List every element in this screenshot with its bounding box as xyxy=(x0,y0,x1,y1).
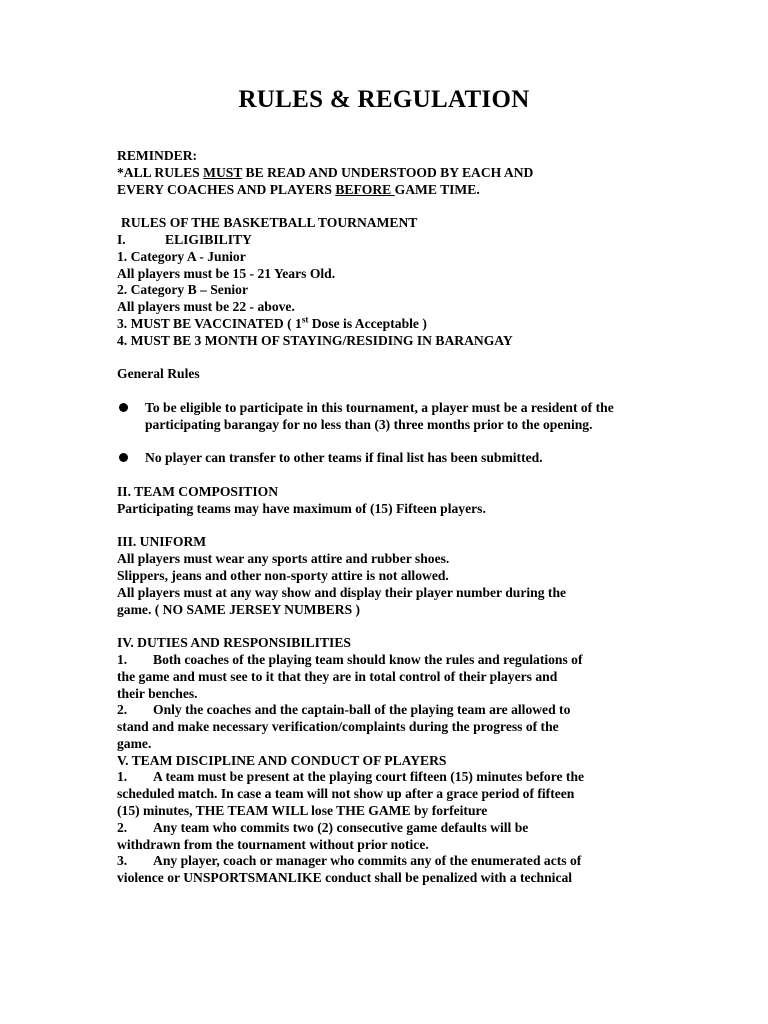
bullet-text: No player can transfer to other teams if final list has been submitted. xyxy=(145,450,543,466)
duties-item-1-line-3: their benches. xyxy=(117,685,198,701)
text-run: A team must be present at the playing court fifteen (15) minutes before the xyxy=(153,769,585,785)
duties-item-1-line-2: the game and must see to it that they are in total control of their players and xyxy=(117,668,558,684)
uniform-line-3: All players must at any way show and display their player number during the xyxy=(117,584,567,600)
uniform-line-2: Slippers, jeans and other non-sporty attire is not allowed. xyxy=(117,567,449,583)
uniform-heading: III. UNIFORM xyxy=(117,534,207,550)
item-number: 2. xyxy=(117,819,128,835)
duties-item-2-line-2: stand and make necessary verification/complaints during the progress of the xyxy=(117,719,559,735)
uniform-line-4: game. ( NO SAME JERSEY NUMBERS ) xyxy=(117,601,361,617)
bullet-text: To be eligible to participate in this tournament, a player must be a resident of the participating barangay for no less than (3) three months prior to the opening. xyxy=(145,399,614,432)
spacer xyxy=(117,518,647,535)
discipline-item-3-line-2: violence or UNSPORTSMANLIKE conduct shall be penalized with a technical xyxy=(117,870,573,886)
spacer xyxy=(117,198,647,215)
reminder-label: REMINDER: xyxy=(117,148,198,163)
text-run: Any team who commits two (2) consecutive game defaults will be xyxy=(153,819,529,835)
underlined-before: BEFORE xyxy=(335,181,395,197)
discipline-item-1-line-2: scheduled match. In case a team will not show up after a grace period of fifteen xyxy=(117,786,575,802)
item-number: 2. xyxy=(117,702,128,718)
reminder-line-1 xyxy=(117,165,647,182)
discipline-item-2-line-2: withdrawn from the tournament without prior notice. xyxy=(117,836,429,852)
eligibility-item-1-text: All players must be 15 - 21 Years Old. xyxy=(117,265,336,281)
spacer xyxy=(117,383,647,400)
duties-item-1-line-1 xyxy=(117,652,647,669)
eligibility-item-1: 1. Category A - Junior xyxy=(117,248,246,264)
bullet-icon xyxy=(119,453,128,462)
item-number: 1. xyxy=(117,651,128,667)
text-run: EVERY COACHES AND PLAYERS xyxy=(117,181,336,197)
reminder-line-2 xyxy=(117,182,647,199)
team-composition-text: Participating teams may have maximum of (15) Fifteen players. xyxy=(117,500,486,516)
eligibility-item-2-text: All players must be 22 - above. xyxy=(117,299,295,315)
text-run: Only the coaches and the captain-ball of the playing team are allowed to xyxy=(153,702,571,718)
duties-heading: IV. DUTIES AND RESPONSIBILITIES xyxy=(117,635,351,651)
text-run: Both coaches of the playing team should know the rules and regulations of xyxy=(153,651,583,667)
text-run: GAME TIME. xyxy=(394,181,480,197)
general-rules-heading: General Rules xyxy=(117,366,200,382)
section-number: I. xyxy=(117,231,126,247)
section-title: ELIGIBILITY xyxy=(165,231,252,247)
document-title: RULES & REGULATION xyxy=(238,86,530,113)
underlined-must: MUST xyxy=(203,164,243,180)
spacer xyxy=(117,434,647,451)
text-run: Dose is Acceptable ) xyxy=(308,315,427,331)
discipline-heading: V. TEAM DISCIPLINE AND CONDUCT OF PLAYERS xyxy=(117,752,447,768)
team-composition-heading: II. TEAM COMPOSITION xyxy=(117,483,279,499)
eligibility-item-3 xyxy=(117,316,647,333)
discipline-item-2-line-1 xyxy=(117,820,647,837)
text-run: 3. MUST BE VACCINATED ( 1 xyxy=(117,315,302,331)
list-item xyxy=(117,450,647,467)
duties-item-2-line-3: game. xyxy=(117,735,152,751)
uniform-line-1: All players must wear any sports attire and rubber shoes. xyxy=(117,551,450,567)
discipline-item-1-line-1 xyxy=(117,769,647,786)
spacer xyxy=(117,350,647,367)
eligibility-item-2: 2. Category B – Senior xyxy=(117,282,249,298)
duties-item-2-line-1 xyxy=(117,702,647,719)
item-number: 1. xyxy=(117,769,128,785)
eligibility-item-4: 4. MUST BE 3 MONTH OF STAYING/RESIDING IN BARANGAY xyxy=(117,332,513,348)
text-run: BE READ AND UNDERSTOOD BY EACH AND xyxy=(242,164,534,180)
list-item xyxy=(117,400,647,434)
discipline-item-1-line-3: (15) minutes, THE TEAM WILL lose THE GAME by forfeiture xyxy=(117,803,488,819)
discipline-item-3-line-1 xyxy=(117,853,647,870)
spacer xyxy=(117,618,647,635)
document-body xyxy=(117,148,647,887)
bullet-icon xyxy=(119,403,128,412)
text-run: Any player, coach or manager who commits any of the enumerated acts of xyxy=(153,853,582,869)
tournament-heading: RULES OF THE BASKETBALL TOURNAMENT xyxy=(121,215,418,231)
text-run: *ALL RULES xyxy=(117,164,204,180)
spacer xyxy=(117,467,647,484)
eligibility-heading xyxy=(117,232,647,249)
item-number: 3. xyxy=(117,853,128,869)
superscript: st xyxy=(301,314,309,325)
